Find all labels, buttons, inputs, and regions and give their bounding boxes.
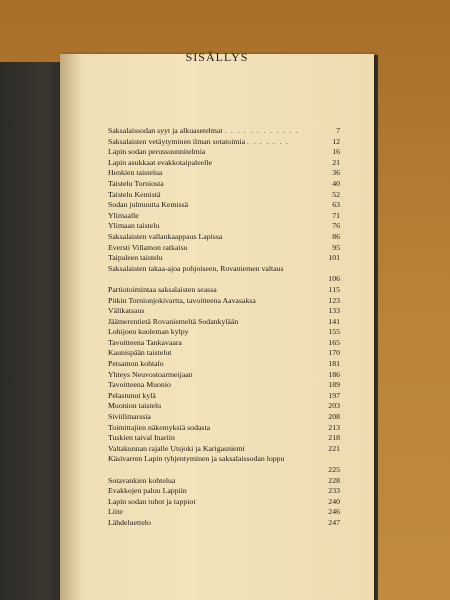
toc-entry-page-number: 165	[328, 337, 340, 347]
toc-entry-title: Siviilimarssia	[108, 412, 151, 422]
toc-entry	[108, 380, 340, 391]
toc-entry-page-number: 197	[328, 390, 340, 400]
toc-entry	[108, 243, 340, 254]
toc-entry-title: Pelastunut kylä	[108, 390, 156, 400]
toc-entry-title: Partiotoimintaa saksalaisten seassa	[108, 284, 217, 294]
toc-entry-page-number: 189	[328, 380, 340, 390]
toc-entry-title: Lapin sodan perussuunnitelmia	[108, 147, 206, 157]
toc-entry-page-number: 21	[332, 157, 340, 167]
toc-entry-title: Pitkin Tornionjokivartta, tavoitteena Aavasaksa	[108, 295, 256, 305]
toc-dot-leader: . . . . . . . . . . . .	[224, 127, 300, 135]
toc-entry-page-number: 247	[328, 517, 340, 527]
toc-entry-page-number: 133	[328, 306, 340, 316]
toc-entry-page-number: 106	[328, 274, 340, 284]
toc-entry-page-number: 71	[332, 210, 340, 220]
toc-entry-title: Kaunispään taistelut	[108, 348, 172, 358]
toc-entry	[108, 190, 340, 201]
toc-entry-title: Saksalaisten vetäytyminen ilman sotatoimia	[108, 136, 246, 146]
toc-entry	[108, 507, 340, 518]
toc-entry-page-number: 186	[328, 369, 340, 379]
table-of-contents	[108, 126, 340, 529]
toc-entry	[108, 433, 340, 444]
toc-entry	[108, 348, 340, 359]
toc-entry-title: Henkien taistelua	[108, 168, 163, 178]
toc-entry	[108, 370, 340, 381]
toc-entry-page-number: 233	[328, 486, 340, 496]
toc-entry-title: Petsamon kohtalo	[108, 359, 164, 369]
toc-entry-title: Valtakunnan rajalle Utsjoki ja Karigasniemi	[108, 443, 245, 453]
toc-entry	[108, 359, 340, 370]
toc-entry-title: Ylimaalle	[108, 210, 139, 220]
toc-entry	[108, 147, 340, 158]
toc-entry-page-number: 123	[328, 295, 340, 305]
toc-entry-page-number: 203	[328, 401, 340, 411]
toc-entry-page-number: 213	[328, 422, 340, 432]
toc-entry-page-number: 76	[332, 221, 340, 231]
toc-entry	[108, 264, 340, 285]
toc-entry-title: Taistelu Torniosta	[108, 178, 164, 188]
toc-entry-title: Tavoitteena Tankavaara	[108, 337, 182, 347]
toc-entry	[108, 253, 340, 264]
toc-entry-title: Lohijoen kuoleman kylpy	[108, 327, 189, 337]
toc-entry-title: Tuskien taival Inariin	[108, 433, 175, 443]
toc-entry	[108, 476, 340, 487]
toc-entry-page-number: 208	[328, 412, 340, 422]
toc-entry-page-number: 240	[328, 496, 340, 506]
toc-entry-title: Taipaleen taistelu	[108, 253, 163, 263]
toc-entry-page-number: 12	[332, 136, 340, 146]
toc-entry	[108, 317, 340, 328]
toc-entry-title: Evakkojen paluu Lappiin	[108, 486, 187, 496]
toc-entry-title: Saksalaisten vallankaappaus Lapissa	[108, 231, 223, 241]
toc-entry-page-number: 95	[332, 242, 340, 252]
toc-entry	[108, 126, 340, 137]
toc-entry-page-number: 63	[332, 200, 340, 210]
toc-entry	[108, 454, 340, 475]
toc-entry-title: Eversti Villamon ratkaisu	[108, 242, 188, 252]
toc-entry-title: Jäämerentietä Rovaniemeltä Sodankylään	[108, 316, 239, 326]
toc-entry	[108, 327, 340, 338]
toc-entry-title: Yhteys Neuvostoarmeijaan	[108, 369, 193, 379]
toc-entry	[108, 158, 340, 169]
toc-entry	[108, 444, 340, 455]
toc-entry	[108, 401, 340, 412]
toc-entry-title: Saksalaissodan syyt ja alkuasetelmat	[108, 126, 223, 135]
toc-entry-page-number: 181	[328, 359, 340, 369]
toc-entry-page-number: 52	[332, 189, 340, 199]
toc-entry-page-number: 86	[332, 231, 340, 241]
toc-dot-leader: . . . . . . .	[247, 137, 290, 146]
toc-entry-page-number: 36	[332, 168, 340, 178]
toc-entry	[108, 412, 340, 423]
toc-entry	[108, 338, 340, 349]
toc-entry-title: Sotavankien kohtelua	[108, 475, 176, 485]
toc-entry	[108, 232, 340, 243]
toc-entry	[108, 296, 340, 307]
toc-entry-page-number: 101	[328, 253, 340, 263]
toc-entry	[108, 497, 340, 508]
toc-entry	[108, 137, 340, 148]
toc-entry-title: Lähdeluettelo	[108, 517, 151, 527]
toc-entry-page-number: 246	[328, 507, 340, 517]
toc-entry-title: Tavoitteena Muonio	[108, 380, 171, 390]
toc-entry-title: Liite	[108, 507, 123, 517]
toc-entry-title: Saksalaisten takaa-ajoa pohjoiseen, Rovaniemen valtaus	[108, 263, 284, 273]
toc-entry-page-number: 225	[328, 465, 340, 474]
toc-entry-page-number: 218	[328, 433, 340, 443]
toc-entry-title: Ylimaan taistelu	[108, 221, 160, 231]
toc-entry	[108, 306, 340, 317]
toc-entry-title: Välikatsaus	[108, 306, 145, 316]
toc-entry-title: Sodan julmuutta Kemissä	[108, 200, 189, 210]
toc-entry	[108, 518, 340, 529]
toc-entry-page-number: 170	[328, 348, 340, 358]
toc-entry	[108, 168, 340, 179]
toc-entry	[108, 285, 340, 296]
toc-entry-title: Lapin sodan tuhot ja tappiot	[108, 496, 196, 506]
toc-entry-page-number: 221	[328, 443, 340, 453]
toc-entry-page-number: 40	[332, 178, 340, 188]
toc-entry-page-number: 115	[328, 284, 340, 294]
toc-entry	[108, 486, 340, 497]
toc-entry	[108, 179, 340, 190]
toc-entry-page-number: 228	[328, 475, 340, 485]
toc-entry-page-number: 141	[328, 316, 340, 326]
page-title: SISÄLLYS	[185, 50, 249, 64]
toc-entry	[108, 423, 340, 434]
toc-entry	[108, 391, 340, 402]
toc-entry-page-number: 7	[336, 126, 340, 135]
toc-entry	[108, 221, 340, 232]
toc-entry-title: Käsivarren Lapin tyhjentyminen ja saksalaissodan loppu	[108, 454, 285, 464]
toc-entry-page-number: 16	[332, 147, 340, 157]
toc-entry-title: Toimittajien näkemyksiä sodasta	[108, 422, 211, 432]
toc-entry-page-number: 155	[328, 327, 340, 337]
toc-entry-title: Muonion taistelu	[108, 401, 162, 411]
toc-entry-title: Lapin asukkaat evakkotaipaleelle	[108, 157, 212, 167]
toc-entry-title: Taistelu Kemistä	[108, 189, 161, 199]
toc-entry	[108, 200, 340, 211]
toc-entry	[108, 211, 340, 222]
